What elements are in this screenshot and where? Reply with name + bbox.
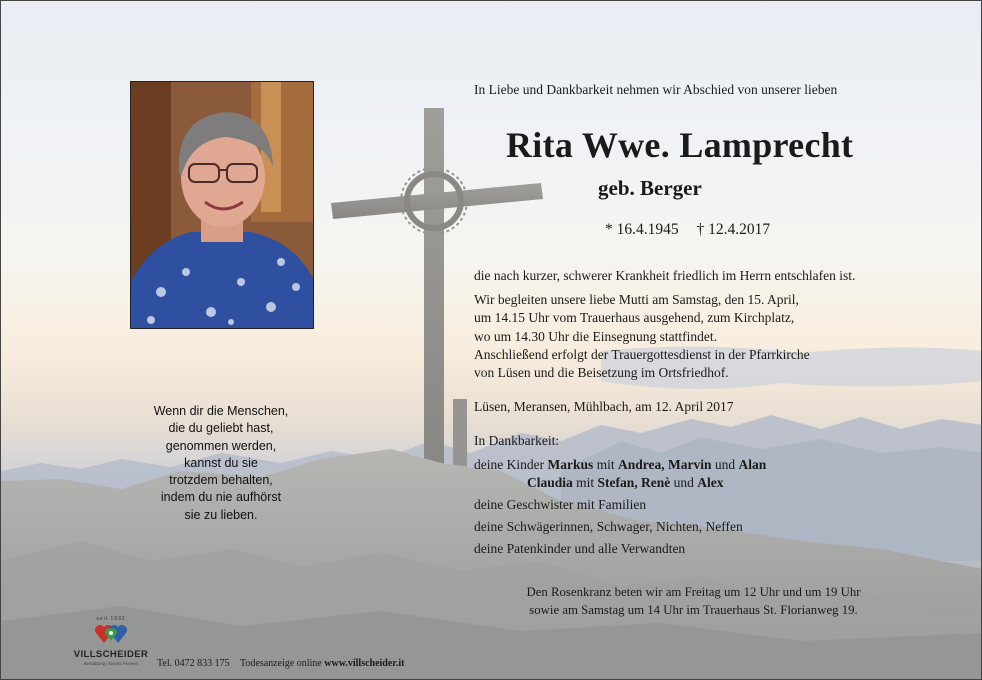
- deceased-name: Rita Wwe. Lamprecht: [506, 125, 854, 165]
- body-line: von Lüsen und die Beisetzung im Ortsfriedhof.: [474, 365, 729, 381]
- mourners-line: deine Geschwister mit Familien: [474, 497, 647, 512]
- poem-line: sie zu lieben.: [184, 507, 258, 522]
- life-dates: [605, 221, 770, 239]
- memorial-poem: [121, 403, 321, 524]
- birth-date: * 16.4.1945: [605, 221, 679, 238]
- poem-line: die du geliebt hast,: [168, 421, 274, 436]
- poem-line: kannst du sie: [184, 455, 258, 470]
- body-line: die nach kurzer, schwerer Krankheit friedlich im Herrn entschlafen ist.: [474, 268, 856, 283]
- hearts-logo-icon: seit 1932: [94, 621, 128, 647]
- rosary-info: [501, 583, 886, 619]
- poem-line: indem du nie aufhörst: [160, 490, 282, 505]
- footer-website-link[interactable]: www.villscheider.it: [324, 658, 405, 669]
- body-line: um 14.15 Uhr vom Trauerhaus ausgehend, zum Kirchplatz,: [474, 310, 795, 326]
- place-date: Lüsen, Meransen, Mühlbach, am 12. April 2017: [474, 399, 734, 414]
- mourners-list: [474, 432, 766, 558]
- funeral-details: [474, 267, 855, 382]
- mourners-line: deine Schwägerinnen, Schwager, Nichten, Neffen: [474, 519, 743, 534]
- death-date: † 12.4.2017: [696, 221, 771, 238]
- body-line: Anschließend erfolgt der Trauergottesdienst in der Pfarrkirche: [474, 346, 810, 362]
- mourners-children-line: deine Kinder Markus mit Andrea, Marvin und Alan: [474, 457, 767, 472]
- poem-line: genommen werden,: [165, 438, 277, 453]
- poem-line: trotzdem behalten,: [169, 473, 273, 488]
- body-line: wo um 14.30 Uhr die Einsegnung stattfindet.: [474, 328, 717, 344]
- logo-subtitle: Bestattung | Bonus Forever: [83, 661, 139, 666]
- rosary-line: sowie am Samstag um 14 Uhr im Trauerhaus St. Florianweg 19.: [529, 603, 858, 617]
- maiden-name: geb. Berger: [598, 176, 702, 200]
- footer: [157, 658, 404, 669]
- portrait-photo: [130, 81, 314, 329]
- logo-name: VILLSCHEIDER: [73, 649, 149, 660]
- mourners-children-line-2: Claudia mit Stefan, Renè und Alex: [527, 475, 724, 490]
- mourners-line: deine Patenkinder und alle Verwandten: [474, 541, 686, 556]
- intro-text: In Liebe und Dankbarkeit nehmen wir Abschied von unserer lieben: [474, 82, 838, 97]
- footer-label: Todesanzeige online: [239, 658, 322, 669]
- poem-line: Wenn dir die Menschen,: [153, 404, 289, 418]
- funeral-home-logo: [71, 616, 151, 666]
- body-line: Wir begleiten unsere liebe Mutti am Samstag, den 15. April,: [474, 292, 799, 308]
- footer-phone: Tel. 0472 833 175: [157, 658, 230, 669]
- rosary-line: Den Rosenkranz beten wir am Freitag um 12 Uhr und um 19 Uhr: [526, 585, 861, 599]
- mourners-heading: In Dankbarkeit:: [474, 433, 560, 448]
